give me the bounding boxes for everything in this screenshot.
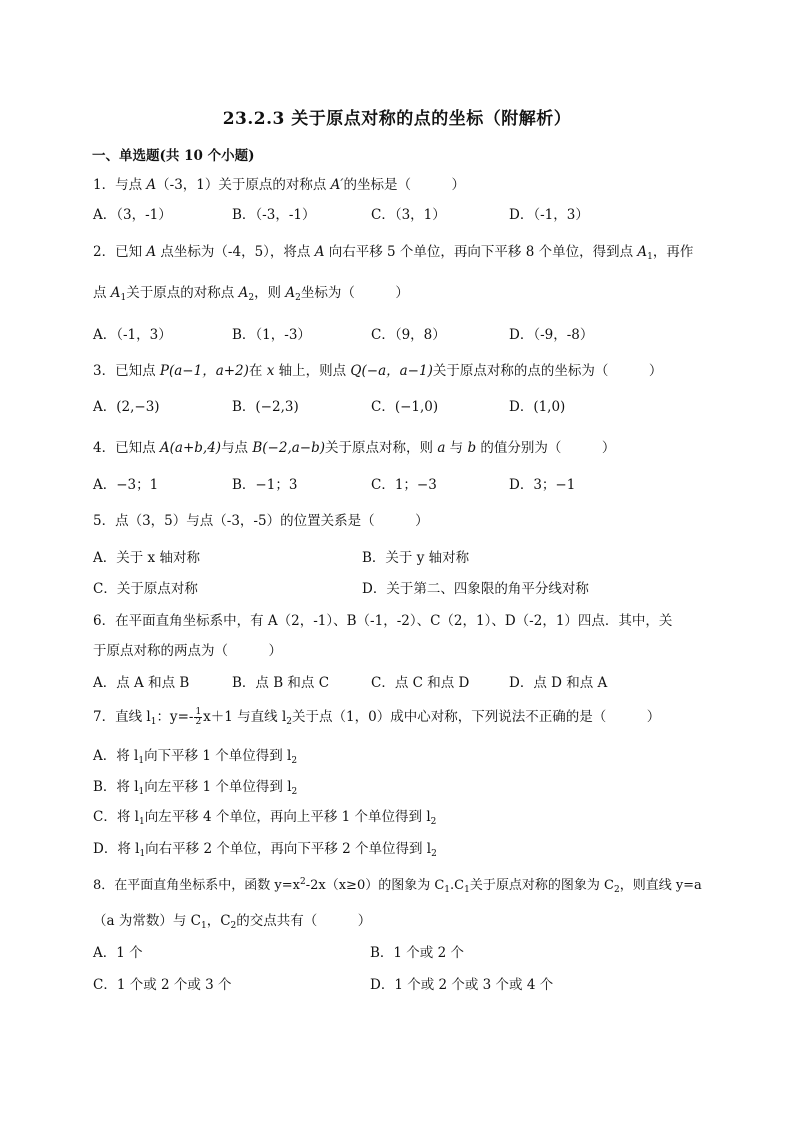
q4-text: 的值分别为（ ）: [476, 440, 616, 456]
q5-option-d[interactable]: D．关于第二、四象限的角平分线对称: [362, 581, 589, 597]
q7-opt-text: D．将 l: [93, 841, 140, 857]
q1-point-a: A: [146, 177, 157, 193]
q2-text: 2．已知: [93, 244, 147, 260]
q8-text: 8．在平面直角坐标系中，函数 y=x: [93, 878, 300, 893]
q5-option-a[interactable]: A．关于 x 轴对称: [93, 550, 200, 566]
q4-text: 与: [445, 440, 468, 456]
q2-subscript: 1: [647, 252, 653, 262]
q8-text: ，则直线 y=a: [619, 878, 702, 893]
q5-option-c[interactable]: C．关于原点对称: [93, 581, 198, 597]
q2-text: 坐标为（ ）: [300, 285, 409, 301]
q8-subscript: 2: [613, 885, 620, 895]
q3-text: 3．已知点: [93, 363, 160, 379]
question-8-stem-line2: [93, 912, 371, 930]
q3-option-a[interactable]: A．(2,−3): [93, 399, 160, 415]
q7-opt-subscript: 1: [139, 849, 146, 859]
q7-subscript: 2: [286, 717, 293, 727]
q7-option-c[interactable]: [93, 808, 436, 826]
q7-frac-denominator: 2: [195, 717, 202, 727]
q2-option-a[interactable]: A．（-1，3）: [93, 327, 172, 343]
question-1-stem: [93, 176, 465, 194]
q7-opt-text: 向右平移 2 个单位，再向下平移 2 个单位得到 l: [145, 841, 432, 857]
q7-opt-subscript: 1: [138, 756, 145, 766]
q8-text: .C: [450, 878, 465, 893]
q2-option-b[interactable]: B．（1，-3）: [232, 327, 311, 343]
question-3-stem: [93, 362, 662, 380]
q2-point: A: [146, 244, 157, 260]
q7-text: 关于点（1，0）成中心对称，下列说法不正确的是（ ）: [292, 709, 661, 725]
q2-subscript: 2: [248, 293, 255, 303]
q8-option-d[interactable]: D．1 个或 2 个或 3 个或 4 个: [370, 977, 554, 993]
q7-opt-text: 向左平移 1 个单位得到 l: [144, 779, 292, 795]
question-4-stem: [93, 439, 615, 457]
q8-text: 关于原点对称的图象为 C: [469, 878, 614, 893]
q7-subscript: 1: [150, 717, 157, 727]
q4-option-c[interactable]: C．1；−3: [371, 477, 437, 493]
q3-text: 轴上，则点: [274, 363, 351, 379]
q8-text: ，C: [206, 913, 231, 929]
q2-point: A: [637, 244, 648, 260]
q4-var-b: b: [467, 440, 477, 456]
q3-axis: x: [266, 363, 275, 379]
q8-subscript: 2: [230, 921, 237, 931]
q1-option-c[interactable]: C．（3，1）: [371, 207, 446, 223]
q8-superscript: 2: [299, 877, 306, 887]
question-2-stem-line1: [93, 243, 693, 261]
q1-option-d[interactable]: D．（-1，3）: [509, 207, 589, 223]
q3-option-c[interactable]: C．(−1,0): [371, 399, 439, 415]
q1-option-a[interactable]: A．（3，-1）: [93, 207, 172, 223]
q7-opt-subscript: 2: [431, 849, 437, 859]
q2-option-d[interactable]: D．（-9，-8）: [509, 327, 594, 343]
q1-option-b[interactable]: B．（-3，-1）: [232, 207, 316, 223]
q2-point: A: [110, 285, 121, 301]
q4-option-d[interactable]: D．3；−1: [509, 477, 576, 493]
q7-text: x＋1 与直线 l: [203, 709, 287, 725]
q2-point: A: [238, 285, 249, 301]
q8-subscript: 1: [464, 885, 470, 895]
question-2-stem-line2: [93, 284, 409, 302]
q7-opt-text: C．将 l: [93, 809, 139, 825]
q3-text: 在: [248, 363, 267, 379]
q7-opt-text: 向下平移 1 个单位得到 l: [144, 748, 292, 764]
q8-text: （a 为常数）与 C: [93, 913, 201, 929]
q7-opt-text: 向左平移 4 个单位，再向上平移 1 个单位得到 l: [144, 809, 431, 825]
q2-text: ，则: [254, 285, 286, 301]
q8-subscript: 1: [444, 885, 451, 895]
question-6-stem-line2: 于原点对称的两点为（ ）: [93, 643, 282, 659]
q3-option-d[interactable]: D．(1,0): [509, 399, 566, 415]
q2-text: 点: [93, 285, 111, 301]
q8-subscript: 1: [200, 921, 207, 931]
q2-subscript: 1: [120, 293, 127, 303]
q1-text: （-3，1）关于原点的对称点: [156, 177, 331, 193]
question-5-stem: 5．点（3，5）与点（-3，-5）的位置关系是（ ）: [93, 513, 429, 529]
section-heading: 一、单选题(共 10 个小题): [92, 148, 255, 164]
q7-option-b[interactable]: [93, 778, 297, 796]
q6-option-d[interactable]: D．点 D 和点 A: [509, 675, 608, 691]
q7-opt-subscript: 1: [138, 817, 145, 827]
q5-option-b[interactable]: B．关于 y 轴对称: [362, 550, 470, 566]
q7-text: 7．直线 l: [93, 709, 151, 725]
question-6-stem-line1: 6．在平面直角坐标系中，有 A（2，-1）、B（-1，-2）、C（2，1）、D（-2，1）四点．其中，关: [93, 613, 673, 629]
q4-option-b[interactable]: B．−1；3: [232, 477, 298, 493]
q2-text: 向右平移 5 个单位，再向下平移 8 个单位，得到点: [324, 244, 638, 260]
q8-text: 的交点共有（ ）: [236, 913, 372, 929]
q4-option-a[interactable]: A．−3；1: [93, 477, 159, 493]
q4-text: 4．已知点: [93, 440, 160, 456]
q3-point-q: Q(−a，a−1): [350, 363, 433, 379]
q3-point-p: P(a−1，a+2): [159, 363, 249, 379]
q2-text: 关于原点的对称点: [126, 285, 239, 301]
q7-frac-numerator: 1: [195, 707, 202, 717]
q1-point-a-prime: A′: [330, 177, 344, 193]
q8-option-a[interactable]: A．1 个: [93, 945, 143, 961]
q6-option-a[interactable]: A．点 A 和点 B: [93, 675, 190, 691]
q8-text: -2x（x≥0）的图象为 C: [305, 878, 445, 893]
q6-option-c[interactable]: C．点 C 和点 D: [371, 675, 470, 691]
q2-text: ，再作: [652, 244, 694, 260]
question-8-stem-line1: [93, 877, 702, 895]
q4-var-a: a: [437, 440, 446, 456]
q4-text: 与点: [221, 440, 253, 456]
q7-option-d[interactable]: [93, 840, 437, 858]
q3-option-b[interactable]: B．(−2,3): [232, 399, 299, 415]
q1-text: 的坐标是（ ）: [343, 177, 465, 193]
q2-point: A: [285, 285, 296, 301]
q8-option-b[interactable]: B．1 个或 2 个: [370, 945, 464, 961]
q7-text: ：y=-: [156, 709, 194, 725]
q3-text: 关于原点对称的点的坐标为（ ）: [432, 363, 663, 379]
q7-opt-subscript: 2: [291, 756, 298, 766]
q2-option-c[interactable]: C．（9，8）: [371, 327, 446, 343]
q2-text: 点坐标为（-4，5），将点: [156, 244, 315, 260]
document-title: 23.2.3 关于原点对称的点的坐标（附解析）: [222, 109, 572, 129]
q7-opt-text: A．将 l: [93, 748, 139, 764]
q8-option-c[interactable]: C．1 个或 2 个或 3 个: [93, 977, 232, 993]
q7-fraction: [194, 708, 202, 727]
q7-opt-subscript: 1: [138, 787, 145, 797]
q2-point: A: [314, 244, 325, 260]
q7-opt-text: B．将 l: [93, 779, 139, 795]
q2-subscript: 2: [295, 293, 301, 303]
q4-text: 关于原点对称，则: [325, 440, 438, 456]
q4-point-b: B(−2,a−b): [252, 440, 326, 456]
q7-option-a[interactable]: [93, 747, 297, 765]
q7-opt-subscript: 2: [291, 787, 298, 797]
q4-point-a: A(a+b,4): [159, 440, 222, 456]
q1-text: 1．与点: [93, 177, 147, 193]
q6-option-b[interactable]: B．点 B 和点 C: [232, 675, 330, 691]
question-7-stem: [93, 708, 660, 727]
q7-opt-subscript: 2: [430, 817, 437, 827]
